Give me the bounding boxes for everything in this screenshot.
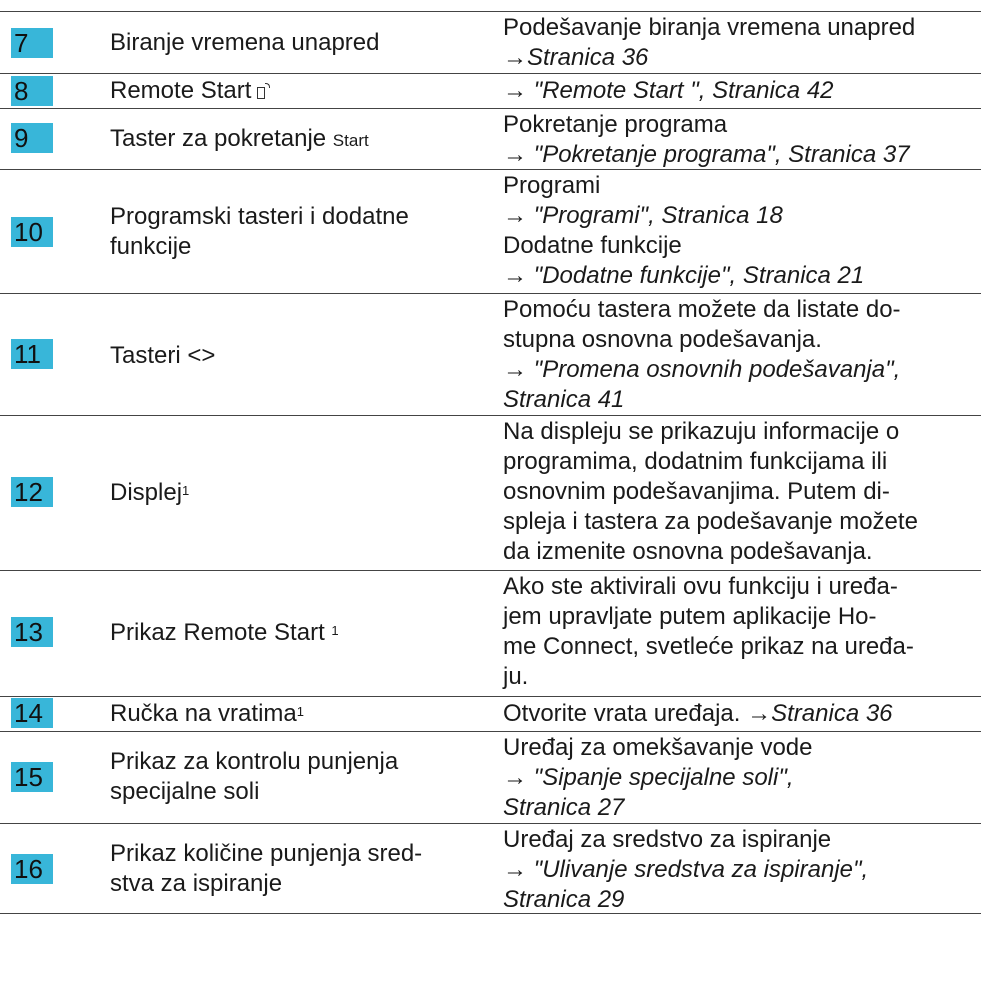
row-description: Uređaj za omekšavanje vode → "Sipanje specijalne soli", Stranica 27 — [503, 733, 973, 823]
table-row — [0, 731, 981, 823]
row-label: Ručka na vratima$^1$ — [110, 700, 304, 727]
table-row — [0, 823, 981, 914]
row-description: Otvorite vrata uređaja. →Stranica 36 — [503, 700, 893, 727]
table-row — [0, 73, 981, 108]
row-label: Programski tasteri i dodatne funkcije — [110, 203, 409, 260]
table-row — [0, 696, 981, 731]
row-label: Prikaz količine punjenja sred- stva za ispiranje — [110, 840, 423, 897]
row-number: 15 — [11, 762, 53, 792]
remote-start-icon — [257, 83, 269, 99]
row-description: Pomoću tastera možete da listate do- stupna osnovna podešavanja. → "Promena osnovnih podešavanja", Stranica 41 — [503, 295, 973, 415]
page-reference-link[interactable]: "Programi", Stranica 18 — [533, 202, 783, 229]
page-reference-link[interactable]: "Promena osnovnih podešavanja", — [533, 356, 901, 383]
table-row — [0, 108, 981, 169]
row-description: Na displeju se prikazuju informacije o programima, dodatnim funkcijama ili osnovnim podešavanjima. Putem di- spleja i tastera za podešavanje možete da izmenite osnovna podešavanja. — [503, 418, 918, 565]
page-reference-link[interactable]: "Pokretanje programa", Stranica 37 — [533, 141, 910, 168]
table-row — [0, 570, 981, 696]
row-description: Podešavanje biranja vremena unapred →Stranica 36 — [503, 14, 916, 71]
row-description: Ako ste aktivirali ovu funkciju i uređa- jem upravljate putem aplikacije Ho- me Connect, svetleće prikaz na uređa- ju. — [503, 573, 914, 690]
table-row — [0, 169, 981, 293]
page-reference-link[interactable]: Stranica 29 — [503, 886, 625, 913]
row-number: 7 — [11, 28, 53, 58]
table-row — [0, 293, 981, 415]
row-number: 14 — [11, 698, 53, 728]
row-number: 8 — [11, 76, 53, 106]
page-reference-link[interactable]: Stranica 36 — [527, 44, 649, 71]
row-description: → "Remote Start ", Stranica 42 — [503, 77, 834, 104]
row-label: Displej$^1$ — [110, 479, 190, 506]
table-row — [0, 415, 981, 570]
row-number: 9 — [11, 123, 53, 153]
row-description: Pokretanje programa → "Pokretanje programa", Stranica 37 — [503, 111, 910, 168]
row-number: 13 — [11, 617, 53, 647]
row-description: Uređaj za sredstvo za ispiranje → "Ulivanje sredstva za ispiranje", Stranica 29 — [503, 825, 973, 915]
page-reference-link[interactable]: "Remote Start ", Stranica 42 — [533, 77, 834, 104]
row-number: 11 — [11, 339, 53, 369]
row-label: Remote Start — [110, 76, 470, 106]
components-table — [0, 11, 981, 914]
row-label: Biranje vremena unapred — [110, 29, 380, 56]
page-reference-link[interactable]: Stranica 36 — [771, 700, 893, 727]
page-reference-link[interactable]: Stranica 27 — [503, 794, 625, 821]
page-reference-link[interactable]: "Sipanje specijalne soli", — [533, 764, 794, 791]
table-row — [0, 11, 981, 73]
row-number: 16 — [11, 854, 53, 884]
row-description: Programi → "Programi", Stranica 18 Dodatne funkcije → "Dodatne funkcije", Stranica 21 — [503, 172, 865, 289]
page-reference-link[interactable]: "Ulivanje sredstva za ispiranje", — [533, 856, 869, 883]
row-number: 10 — [11, 217, 53, 247]
row-label: Taster za pokretanje Start — [110, 125, 369, 152]
page-reference-link[interactable]: Stranica 41 — [503, 386, 625, 413]
row-label: Tasteri <> — [110, 342, 216, 369]
row-label: Prikaz za kontrolu punjenja specijalne soli — [110, 748, 399, 805]
row-number: 12 — [11, 477, 53, 507]
page-reference-link[interactable]: "Dodatne funkcije", Stranica 21 — [533, 262, 865, 289]
row-label: Prikaz Remote Start $^1$ — [110, 619, 339, 646]
